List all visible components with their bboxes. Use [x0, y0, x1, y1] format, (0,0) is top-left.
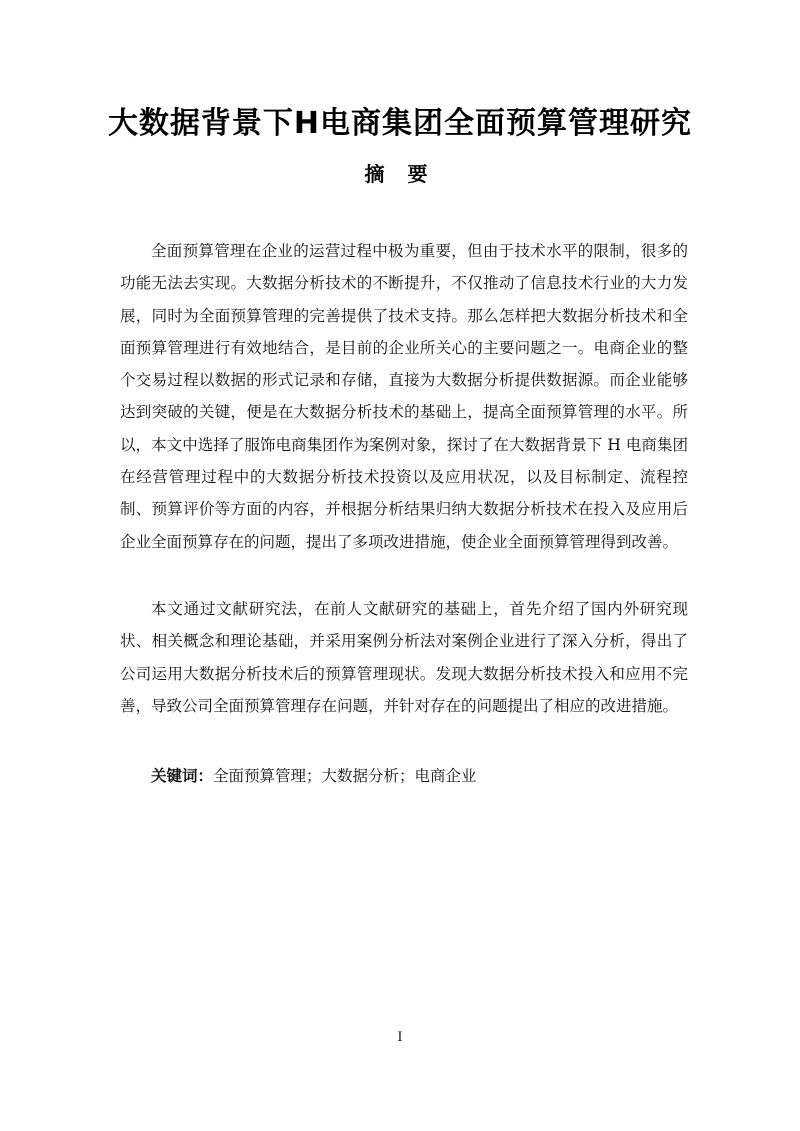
- keywords-text: 全面预算管理；大数据分析；电商企业: [213, 767, 477, 785]
- abstract-paragraph: 全面预算管理在企业的运营过程中极为重要，但由于技术水平的限制，很多的功能无法去实现。大数据分析技术的不断提升，不仅推动了信息技术行业的大力发展，同时为全面预算管理的完善提供了技术支持。那么怎样把大数据分析技术和全面预算管理进行有效地结合，是目前的企业所关心的主要问题之一。电商企业的整个交易过程以数据的形式记录和存储，直接为大数据分析提供数据源。而企业能够达到突破的关键，便是在大数据分析技术的基础上，提高全面预算管理的水平。所以，本文中选择了服饰电商集团作为案例对象，探讨了在大数据背景下 H 电商集团在经营管理过程中的大数据分析技术投资以及应用状况，以及目标制定、流程控制、预算评价等方面的内容，并根据分析结果归纳大数据分析技术在投入及应用后企业全面预算存在的问题，提出了多项改进措施，使企业全面预算管理得到改善。: [120, 242, 688, 551]
- keywords-label: 关键词：: [151, 767, 214, 785]
- abstract-paragraph: 本文通过文献研究法，在前人文献研究的基础上，首先介绍了国内外研究现状、相关概念和理论基础，并采用案例分析法对案例企业进行了深入分析，得出了公司运用大数据分析技术后的预算管理现状。发现大数据分析技术投入和应用不完善，导致公司全面预算管理存在问题，并针对存在的问题提出了相应的改进措施。: [120, 600, 688, 715]
- keywords-line: [151, 762, 477, 790]
- paper-title: 大数据背景下H电商集团全面预算管理研究: [107, 106, 693, 141]
- abstract-heading: 摘 要: [364, 162, 436, 186]
- page-number: I: [397, 1030, 403, 1045]
